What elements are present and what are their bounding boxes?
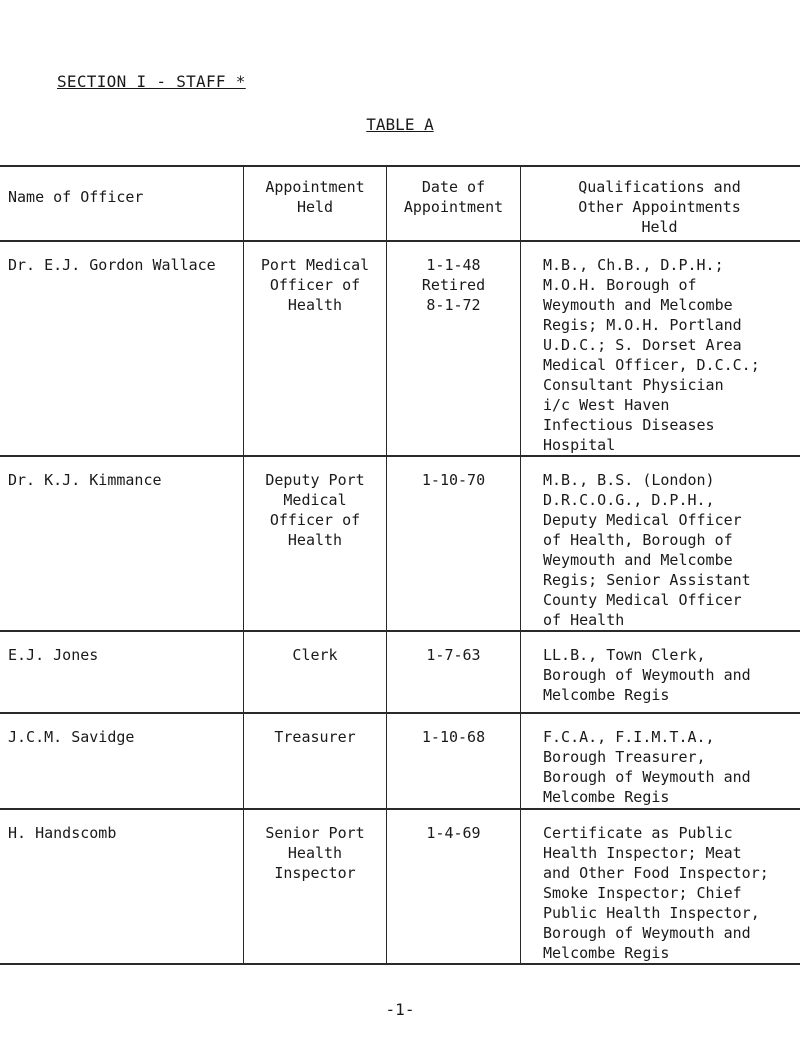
appointment-held: Treasurer xyxy=(244,713,387,809)
table-row xyxy=(0,809,800,964)
staff-table xyxy=(0,165,800,965)
qualifications: LL.B., Town Clerk, Borough of Weymouth and Melcombe Regis xyxy=(521,631,800,713)
section-title: SECTION I - STAFF * xyxy=(57,72,246,91)
appointment-held: Port Medical Officer of Health xyxy=(244,241,387,456)
qualifications: M.B., Ch.B., D.P.H.; M.O.H. Borough of Weymouth and Melcombe Regis; M.O.H. Portland U.D.C.; S. Dorset Area Medical Officer, D.C.C.; Consultant Physician i/c West Haven Infectious Diseases Hospital xyxy=(521,241,800,456)
officer-name: J.C.M. Savidge xyxy=(8,728,135,746)
table-title: TABLE A xyxy=(366,115,434,134)
table-row xyxy=(0,456,800,631)
table-row xyxy=(0,713,800,809)
table-header-row xyxy=(0,166,800,241)
appointment-date: 1-1-48 Retired 8-1-72 xyxy=(387,241,521,456)
appointment-held: Deputy Port Medical Officer of Health xyxy=(244,456,387,631)
appointment-held: Senior Port Health Inspector xyxy=(244,809,387,964)
appointment-date: 1-4-69 xyxy=(387,809,521,964)
page-number: -1- xyxy=(385,1000,415,1019)
column-header-name: Name of Officer xyxy=(0,166,244,241)
officer-name: Dr. E.J. Gordon Wallace xyxy=(8,256,216,274)
column-header-qualifications: Qualifications and Other Appointments Held xyxy=(521,166,800,241)
officer-name: Dr. K.J. Kimmance xyxy=(8,471,162,489)
appointment-date: 1-10-70 xyxy=(387,456,521,631)
qualifications: Certificate as Public Health Inspector; Meat and Other Food Inspector; Smoke Inspector; Chief Public Health Inspector, Borough of Weymouth and Melcombe Regis xyxy=(521,809,800,964)
qualifications: M.B., B.S. (London) D.R.C.O.G., D.P.H., Deputy Medical Officer of Health, Borough of Weymouth and Melcombe Regis; Senior Assistant County Medical Officer of Health xyxy=(521,456,800,631)
appointment-held: Clerk xyxy=(244,631,387,713)
appointment-date: 1-7-63 xyxy=(387,631,521,713)
column-header-date: Date of Appointment xyxy=(387,166,521,241)
qualifications: F.C.A., F.I.M.T.A., Borough Treasurer, Borough of Weymouth and Melcombe Regis xyxy=(521,713,800,809)
table-row xyxy=(0,631,800,713)
column-header-appointment: Appointment Held xyxy=(244,166,387,241)
officer-name: H. Handscomb xyxy=(8,824,117,842)
appointment-date: 1-10-68 xyxy=(387,713,521,809)
table-row xyxy=(0,241,800,456)
officer-name: E.J. Jones xyxy=(8,646,99,664)
